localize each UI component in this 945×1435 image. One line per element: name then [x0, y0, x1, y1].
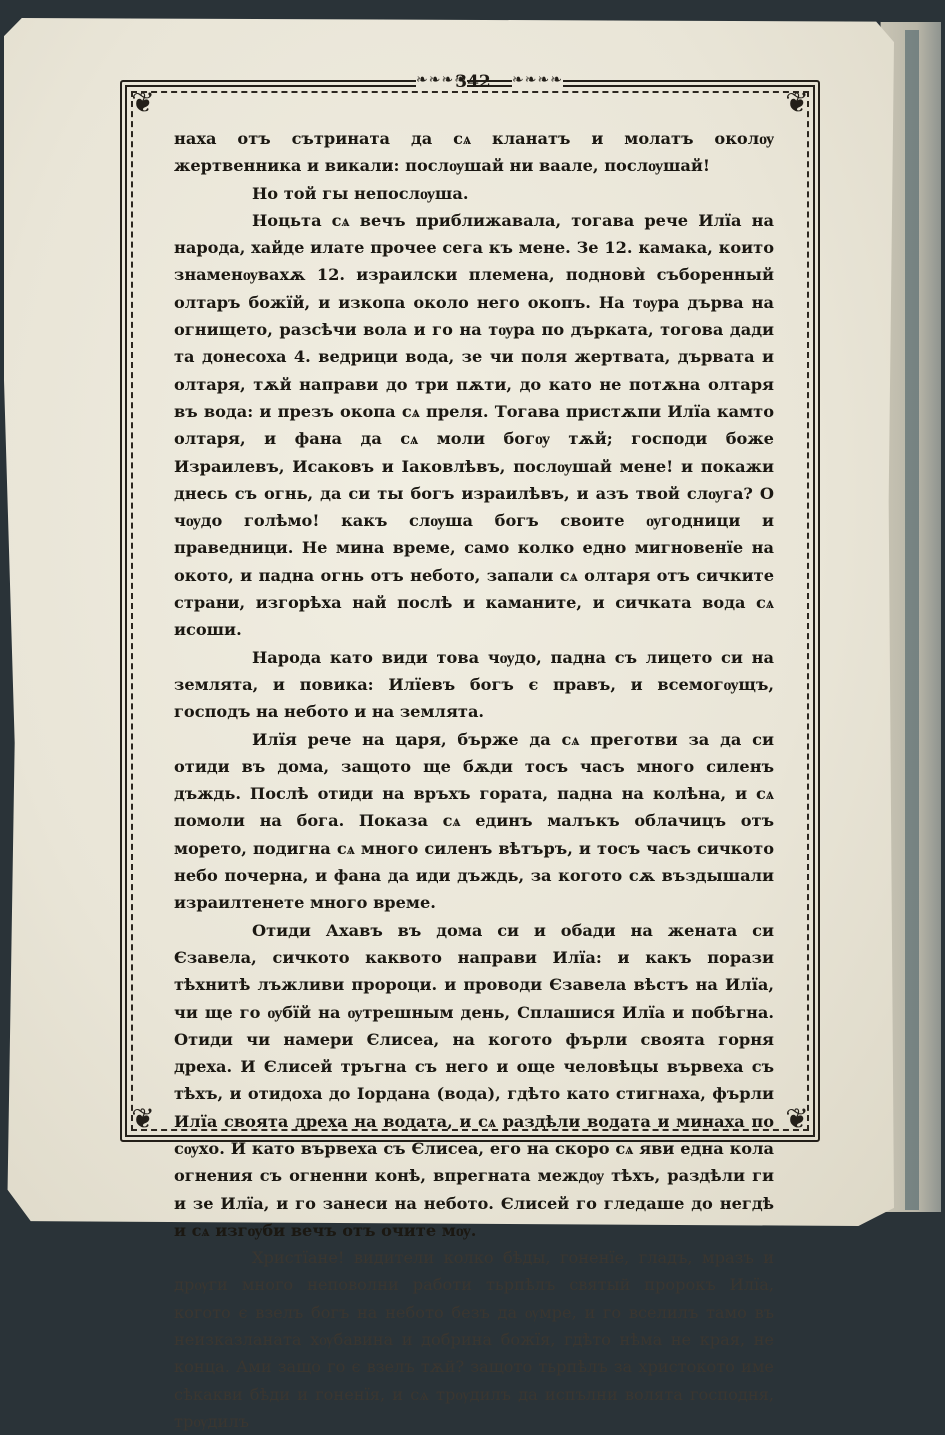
paragraph: Христїане! видители колко бѣды, гоненїе, гладъ, мразъ и дрѹги много неповолни работи тьрпѣлъ святый пророкъ Илїа, когото є взелъ богъ на небото безъ да ѹмре, и го вселилъ тамо въ неизказланата хѹбавина и добрина божїя, гдѣто нѣма не края, не конца. Ами защо го є взелъ тѫй? защото тьрпѣлъ за христокото име сѣкакви бѣди и гоненїя, и сѧ трѹдилъ да испълни волята господня, трѹдилъ — [174, 1248, 774, 1431]
paragraph: Отиди Ахавъ въ дома си и обади на жената си Єзавела, сичкото каквото направи Илїа: и какъ порази тѣхнитѣ лъжливи пророци. и проводи Єзавела вѣстъ на Илїа, чи ще го ѹбїй на ѹтрешным день, Сплашися Илїа и побѣгна. Отиди чи намери Єлисеа, на когото фърли своята горня дреха. И Єлисей тръгна съ него и още человѣцы вървеха съ тѣхъ, и отидоха до Іордана (вода), гдѣто като стигнаха, фърли Илїа своята дреха на водата, и сѧ раздѣли водата и минаха по сѹхо. И като вървеха съ Єлисеа, его на скоро сѧ яви една кола огнения съ огненни конѣ, впрегната междѹ тѣхъ, раздѣли ги и зе Илїа, и го занеси на небото. Єлисей го гледаше до негдѣ и сѧ изгѹби вечъ отъ очите мѹ. — [174, 920, 774, 1240]
page-number: 342 — [455, 72, 491, 92]
book-binding — [905, 30, 919, 1210]
paragraph: наха отъ сътрината да сѧ кланатъ и молатъ околѹ жертвенника и викали: послѹшай ни ваале, послѹшай! — [174, 129, 774, 176]
paragraph: Но той гы непослѹша. — [252, 183, 469, 203]
header-ornament-icon: ❧❧❧❧ — [416, 72, 467, 88]
header-ornament-icon: ❧❧❧❧ — [512, 72, 563, 88]
page-text — [174, 125, 774, 1435]
paragraph: Ноцьта сѧ вечъ приближавала, тогава рече Илїа на народа, хайде илате прочее сега къ мене. Зе 12. камака, които знаменѹвахѫ 12. израилски племена, подновѝ съборенный олтаръ божїй, и изкопа около него окопъ. На тѹра дърва на огнището, разсѣчи вола и го на тѹра по дърката, тогова дади та донесоха 4. ведрици вода, зе чи поля жертвата, дървата и олтаря, тѫй направи до три пѫти, до като не потѫна олтаря въ вода: и презъ окопа сѧ преля. Тогава пристѫпи Илїа камто олтаря, и фана да сѧ моли богѹ тѫй; господи боже Израилевъ, Исаковъ и Іаковлѣвъ, послѹшай мене! и покажи днесь съ огнь, да си ты богъ израилѣвъ, и азъ твой слѹга? О чѹдо голѣмо! какъ слѹша богъ своите ѹгодници и праведници. Не мина време, само колко едно мигновенїе на окото, и падна огнь отъ небото, запали сѧ олтаря отъ сичките страни, изгорѣха най послѣ и каманите, и сичката вода сѧ исоши. — [174, 210, 774, 640]
corner-ornament-icon: ❦ — [785, 1102, 809, 1135]
corner-ornament-icon: ❦ — [785, 86, 809, 119]
paragraph: Народа като види това чѹдо, падна съ лицето си на землята, и повика: Илїевъ богъ є правъ, и всемогѹщъ, господъ на небото и на землята. — [174, 647, 774, 722]
corner-ornament-icon: ❦ — [131, 86, 155, 119]
paragraph: Илїя рече на царя, бърже да сѧ преготви за да си отиди въ дома, защото ще бѫди тосъ часъ много силенъ дъждь. Послѣ отиди на връхъ гората, падна на колѣна, и сѧ помоли на бога. Показа сѧ единъ малъкъ облачицъ отъ морето, подигна сѧ много силенъ вѣтъръ, и тосъ часъ сичкото небо почерна, и фана да иди дъждь, за когото сѫ въздышали израилтенете много време. — [174, 729, 774, 913]
corner-ornament-icon: ❦ — [131, 1102, 155, 1135]
